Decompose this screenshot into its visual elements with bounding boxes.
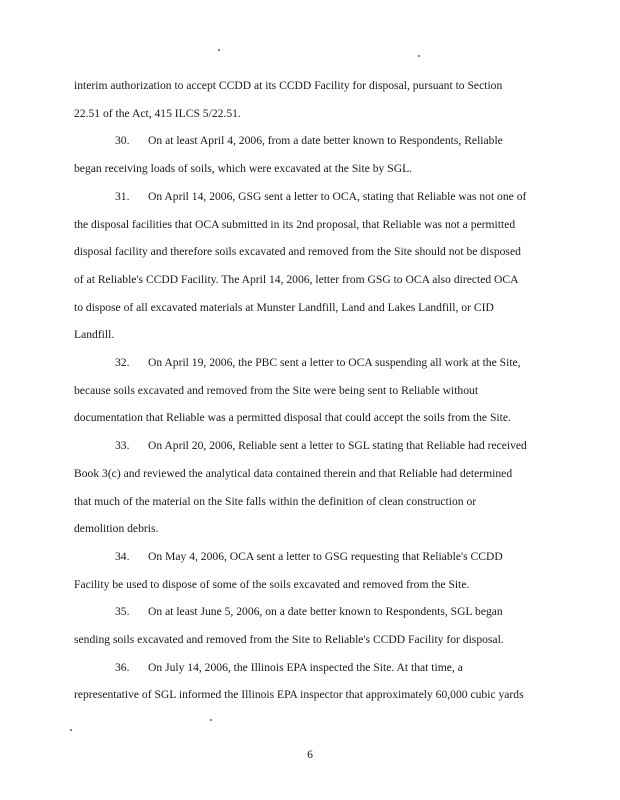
paragraph-36 — [74, 654, 552, 709]
text-line: began receiving loads of soils, which were excavated at the Site by SGL. — [74, 162, 413, 176]
text-line: to dispose of all excavated materials at Munster Landfill, Land and Lakes Landfill, or CID — [74, 300, 494, 314]
text-line: Landfill. — [74, 328, 115, 342]
text-line — [74, 598, 552, 626]
paragraph-number: 32. — [115, 356, 130, 370]
paragraph-text: On April 20, 2006, Reliable sent a letter to SGL stating that Reliable had received — [148, 439, 527, 453]
paragraph-31 — [74, 183, 552, 349]
paragraph-number: 31. — [115, 189, 130, 203]
text-line: demolition debris. — [74, 522, 159, 536]
paragraph-text: On July 14, 2006, the Illinois EPA inspected the Site. At that time, a — [148, 660, 463, 674]
paragraph-35 — [74, 598, 552, 653]
text-line — [74, 349, 552, 377]
paragraph-34 — [74, 543, 552, 598]
paragraph-number: 35. — [115, 605, 130, 619]
paragraph-33 — [74, 432, 552, 543]
text-line: Book 3(c) and reviewed the analytical data contained therein and that Reliable had determined — [74, 466, 513, 480]
paragraph-text: On April 19, 2006, the PBC sent a letter to OCA suspending all work at the Site, — [148, 356, 521, 370]
text-line: the disposal facilities that OCA submitted in its 2nd proposal, that Reliable was not a permitted — [74, 217, 516, 231]
text-line: Facility be used to dispose of some of the soils excavated and removed from the Site. — [74, 577, 470, 591]
text-line — [74, 183, 552, 211]
text-line: of at Reliable's CCDD Facility. The April 14, 2006, letter from GSG to OCA also directed OCA — [74, 272, 519, 286]
paragraph-text: On at least April 4, 2006, from a date better known to Respondents, Reliable — [148, 134, 503, 148]
paragraph-number: 34. — [115, 549, 130, 563]
paragraph-number: 30. — [115, 134, 130, 148]
text-line: that much of the material on the Site falls within the definition of clean construction or — [74, 494, 477, 508]
text-line: representative of SGL informed the Illinois EPA inspector that approximately 60,000 cubic yards — [74, 688, 524, 702]
scan-speck — [418, 55, 420, 57]
scan-speck — [70, 729, 72, 731]
paragraph-number: 36. — [115, 660, 130, 674]
paragraph-30 — [74, 127, 552, 182]
paragraph-text: On April 14, 2006, GSG sent a letter to OCA, stating that Reliable was not one of — [148, 189, 527, 203]
paragraph-text: On May 4, 2006, OCA sent a letter to GSG requesting that Reliable's CCDD — [148, 549, 503, 563]
text-line — [74, 432, 552, 460]
text-line — [74, 654, 552, 682]
continuation-paragraph — [74, 72, 552, 127]
paragraph-number: 33. — [115, 439, 130, 453]
text-line: because soils excavated and removed from the Site were being sent to Reliable without — [74, 383, 479, 397]
body-text — [74, 72, 552, 709]
page-number: 6 — [307, 748, 313, 761]
text-line: sending soils excavated and removed from the Site to Reliable's CCDD Facility for disposal. — [74, 633, 504, 647]
paragraph-32 — [74, 349, 552, 432]
text-line: disposal facility and therefore soils excavated and removed from the Site should not be disposed — [74, 245, 521, 259]
paragraph-text: On at least June 5, 2006, on a date better known to Respondents, SGL began — [148, 605, 503, 619]
text-line: 22.51 of the Act, 415 ILCS 5/22.51. — [74, 106, 241, 120]
scan-speck — [210, 719, 212, 721]
text-line — [74, 543, 552, 571]
text-line: documentation that Reliable was a permitted disposal that could accept the soils from the Site. — [74, 411, 511, 425]
scan-speck — [218, 49, 220, 51]
text-line: interim authorization to accept CCDD at its CCDD Facility for disposal, pursuant to Section — [74, 79, 503, 92]
text-line — [74, 127, 552, 155]
